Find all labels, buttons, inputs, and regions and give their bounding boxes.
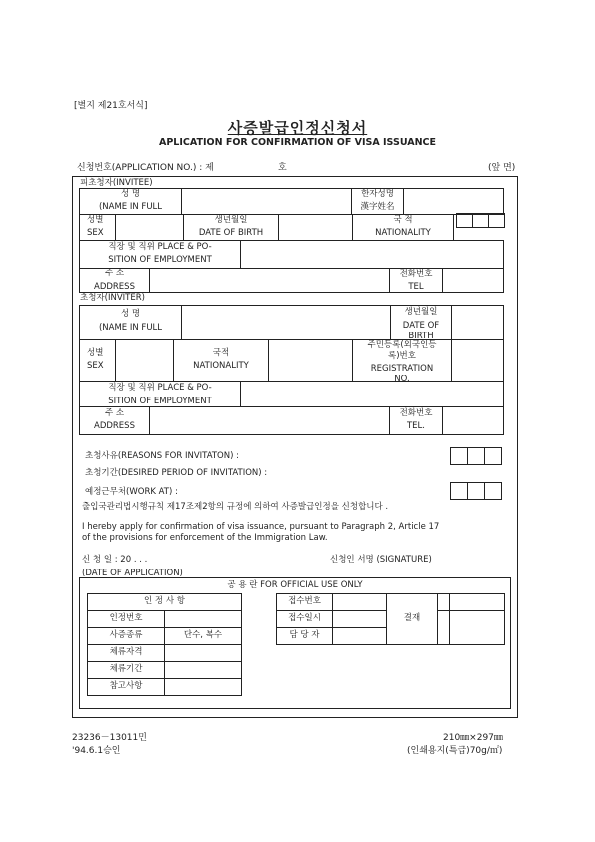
invitee-name-ko: 성 명: [120, 189, 141, 199]
invitee-name-en: (NAME IN FULL: [98, 202, 163, 212]
work-at-code-box-1[interactable]: [450, 482, 468, 500]
inviter-registration-ko2: 록)번호: [388, 351, 416, 361]
official-row-label: 체류자격: [109, 647, 143, 657]
reasons-code-box-2[interactable]: [467, 447, 485, 465]
official-row-label: 참고사항: [109, 681, 143, 691]
inviter-nationality-input[interactable]: [268, 339, 353, 382]
signature-label: 신청인 서명 (SIGNATURE): [330, 555, 432, 565]
invitee-dob-ko: 생년월일: [214, 215, 248, 225]
official-row-label: 체류기간: [109, 664, 143, 674]
inviter-dob-input[interactable]: [451, 305, 504, 340]
inviter-address-ko: 주 소: [104, 408, 125, 418]
period-label: 초청기간(DESIRED PERIOD OF INVITATION) :: [85, 468, 268, 478]
invitee-dob-en: DATE OF BIRTH: [198, 228, 264, 238]
inviter-name-ko: 성 명: [120, 309, 141, 319]
inviter-employment-input[interactable]: [240, 381, 504, 407]
inviter-sex-input[interactable]: [115, 339, 174, 382]
invitee-tel-en: TEL: [408, 282, 424, 292]
front-side-label: (앞 면): [488, 163, 516, 173]
application-date-label: 신 청 일 : 20 . . .: [82, 555, 148, 565]
inviter-dob-ko: 생년월일: [404, 307, 438, 317]
invitee-nationality-ko: 국 적: [393, 215, 413, 225]
approval-label: 결재: [403, 613, 421, 623]
receipt-datetime-input[interactable]: [332, 610, 387, 628]
invitee-sex-en: SEX: [87, 228, 104, 238]
officer-label: 담 당 자: [289, 630, 320, 640]
inviter-nationality-ko: 국적: [212, 348, 230, 358]
receipt-datetime-label: 접수일시: [288, 613, 321, 623]
invitee-hanja-sub: 漢字姓名: [360, 202, 395, 212]
invitee-hanja-input[interactable]: [403, 188, 504, 215]
invitee-employment-line2: SITION OF EMPLOYMENT: [108, 255, 212, 265]
inviter-tel-en: TEL.: [406, 421, 425, 431]
declaration-en-line1: I hereby apply for confirmation of visa issuance, pursuant to Paragraph 2, Article 17: [82, 522, 440, 532]
invitee-address-input[interactable]: [149, 268, 390, 293]
work-at-code-box-3[interactable]: [484, 482, 502, 500]
inviter-registration-en2: NO.: [394, 375, 410, 382]
declaration-ko: 출입국관리법시행규칙 제17조제2항의 규정에 의하여 사증발급인정을 신청합니다 .: [82, 502, 389, 512]
inviter-name-input[interactable]: [181, 305, 391, 340]
inviter-dob-en1: DATE OF: [402, 321, 440, 331]
invitee-address-en: ADDRESS: [94, 282, 135, 292]
application-number-suffix: 호: [278, 163, 287, 173]
application-date-en: (DATE OF APPLICATION): [82, 569, 183, 578]
footer-paper: (인쇄용지(특급)70g/㎡): [407, 746, 503, 756]
inviter-sex-en: SEX: [87, 361, 104, 371]
form-number: [별지 제21호서식]: [74, 101, 148, 111]
declaration-en-line2: of the provisions for enforcement of the Immigration Law.: [82, 533, 328, 543]
certification-header: 인 정 사 항: [144, 596, 185, 606]
approval-sign-box-2[interactable]: [449, 593, 505, 611]
footer-code: 23236－13011민: [72, 733, 147, 743]
footer-size: 210㎜×297㎜: [443, 733, 503, 743]
official-row-value-cell[interactable]: [164, 678, 242, 696]
reasons-code-box-3[interactable]: [484, 447, 502, 465]
invitee-nationality-code-box-3[interactable]: [488, 213, 505, 228]
inviter-address-en: ADDRESS: [94, 421, 135, 431]
approval-sign-box-4[interactable]: [449, 610, 505, 645]
work-at-label: 예정근무처(WORK AT) :: [85, 487, 178, 497]
page-subtitle: APLICATION FOR CONFIRMATION OF VISA ISSUANCE: [158, 137, 437, 148]
application-number-label: 신청번호(APPLICATION NO.) : 제: [77, 163, 214, 173]
receipt-number-input[interactable]: [332, 593, 387, 611]
official-row-value-cell[interactable]: [164, 644, 242, 662]
page-title: 사증발급인정신청서: [227, 119, 368, 137]
invitee-tel-input[interactable]: [442, 268, 504, 293]
invitee-nationality-code-box-2[interactable]: [472, 213, 489, 228]
invitee-nationality-en: NATIONALITY: [375, 228, 431, 238]
reasons-label: 초청사유(REASONS FOR INVITATON) :: [85, 451, 239, 461]
inviter-sex-ko: 성별: [87, 348, 104, 358]
work-at-code-box-2[interactable]: [467, 482, 485, 500]
invitee-employment-line1: 직장 및 직위 PLACE & PO-: [108, 242, 212, 252]
invitee-section-label: 피초청자(INVITEE): [80, 178, 153, 188]
invitee-tel-ko: 전화번호: [399, 269, 433, 279]
invitee-hanja-ko: 한자성명: [361, 189, 394, 199]
invitee-sex-input[interactable]: [115, 214, 184, 241]
reasons-code-box-1[interactable]: [450, 447, 468, 465]
inviter-address-input[interactable]: [149, 406, 390, 435]
inviter-registration-ko1: 주민등록(외국인등: [367, 340, 437, 350]
inviter-dob-en2: BIRTH: [408, 332, 434, 339]
invitee-sex-ko: 성별: [87, 215, 104, 225]
invitee-dob-input[interactable]: [278, 214, 353, 241]
official-row-value-cell[interactable]: [164, 610, 242, 628]
inviter-name-en: (NAME IN FULL: [98, 323, 163, 333]
inviter-section-label: 초청자(INVITER): [80, 293, 145, 303]
official-row-label: 인정번호: [109, 613, 143, 623]
inviter-tel-input[interactable]: [442, 406, 504, 435]
invitee-address-ko: 주 소: [104, 268, 125, 278]
official-row-label: 사증종류: [109, 630, 143, 640]
inviter-employment-line1: 직장 및 직위 PLACE & PO-: [108, 383, 212, 393]
official-use-header: 공 용 란 FOR OFFICIAL USE ONLY: [227, 580, 363, 590]
footer-approved: '94.6.1승인: [72, 746, 121, 756]
inviter-registration-en1: REGISTRATION: [370, 364, 434, 374]
inviter-employment-line2: SITION OF EMPLOYMENT: [108, 397, 212, 406]
invitee-name-input[interactable]: [181, 188, 352, 215]
official-row-value: 단수, 복수: [183, 630, 223, 640]
inviter-registration-input[interactable]: [451, 339, 504, 382]
invitee-nationality-code-box-1[interactable]: [456, 213, 473, 228]
invitee-employment-input[interactable]: [240, 240, 504, 269]
receipt-number-label: 접수번호: [288, 596, 321, 606]
inviter-tel-ko: 전화번호: [399, 408, 433, 418]
official-row-value-cell[interactable]: [164, 661, 242, 679]
inviter-nationality-en: NATIONALITY: [193, 361, 249, 371]
officer-input[interactable]: [332, 627, 387, 645]
